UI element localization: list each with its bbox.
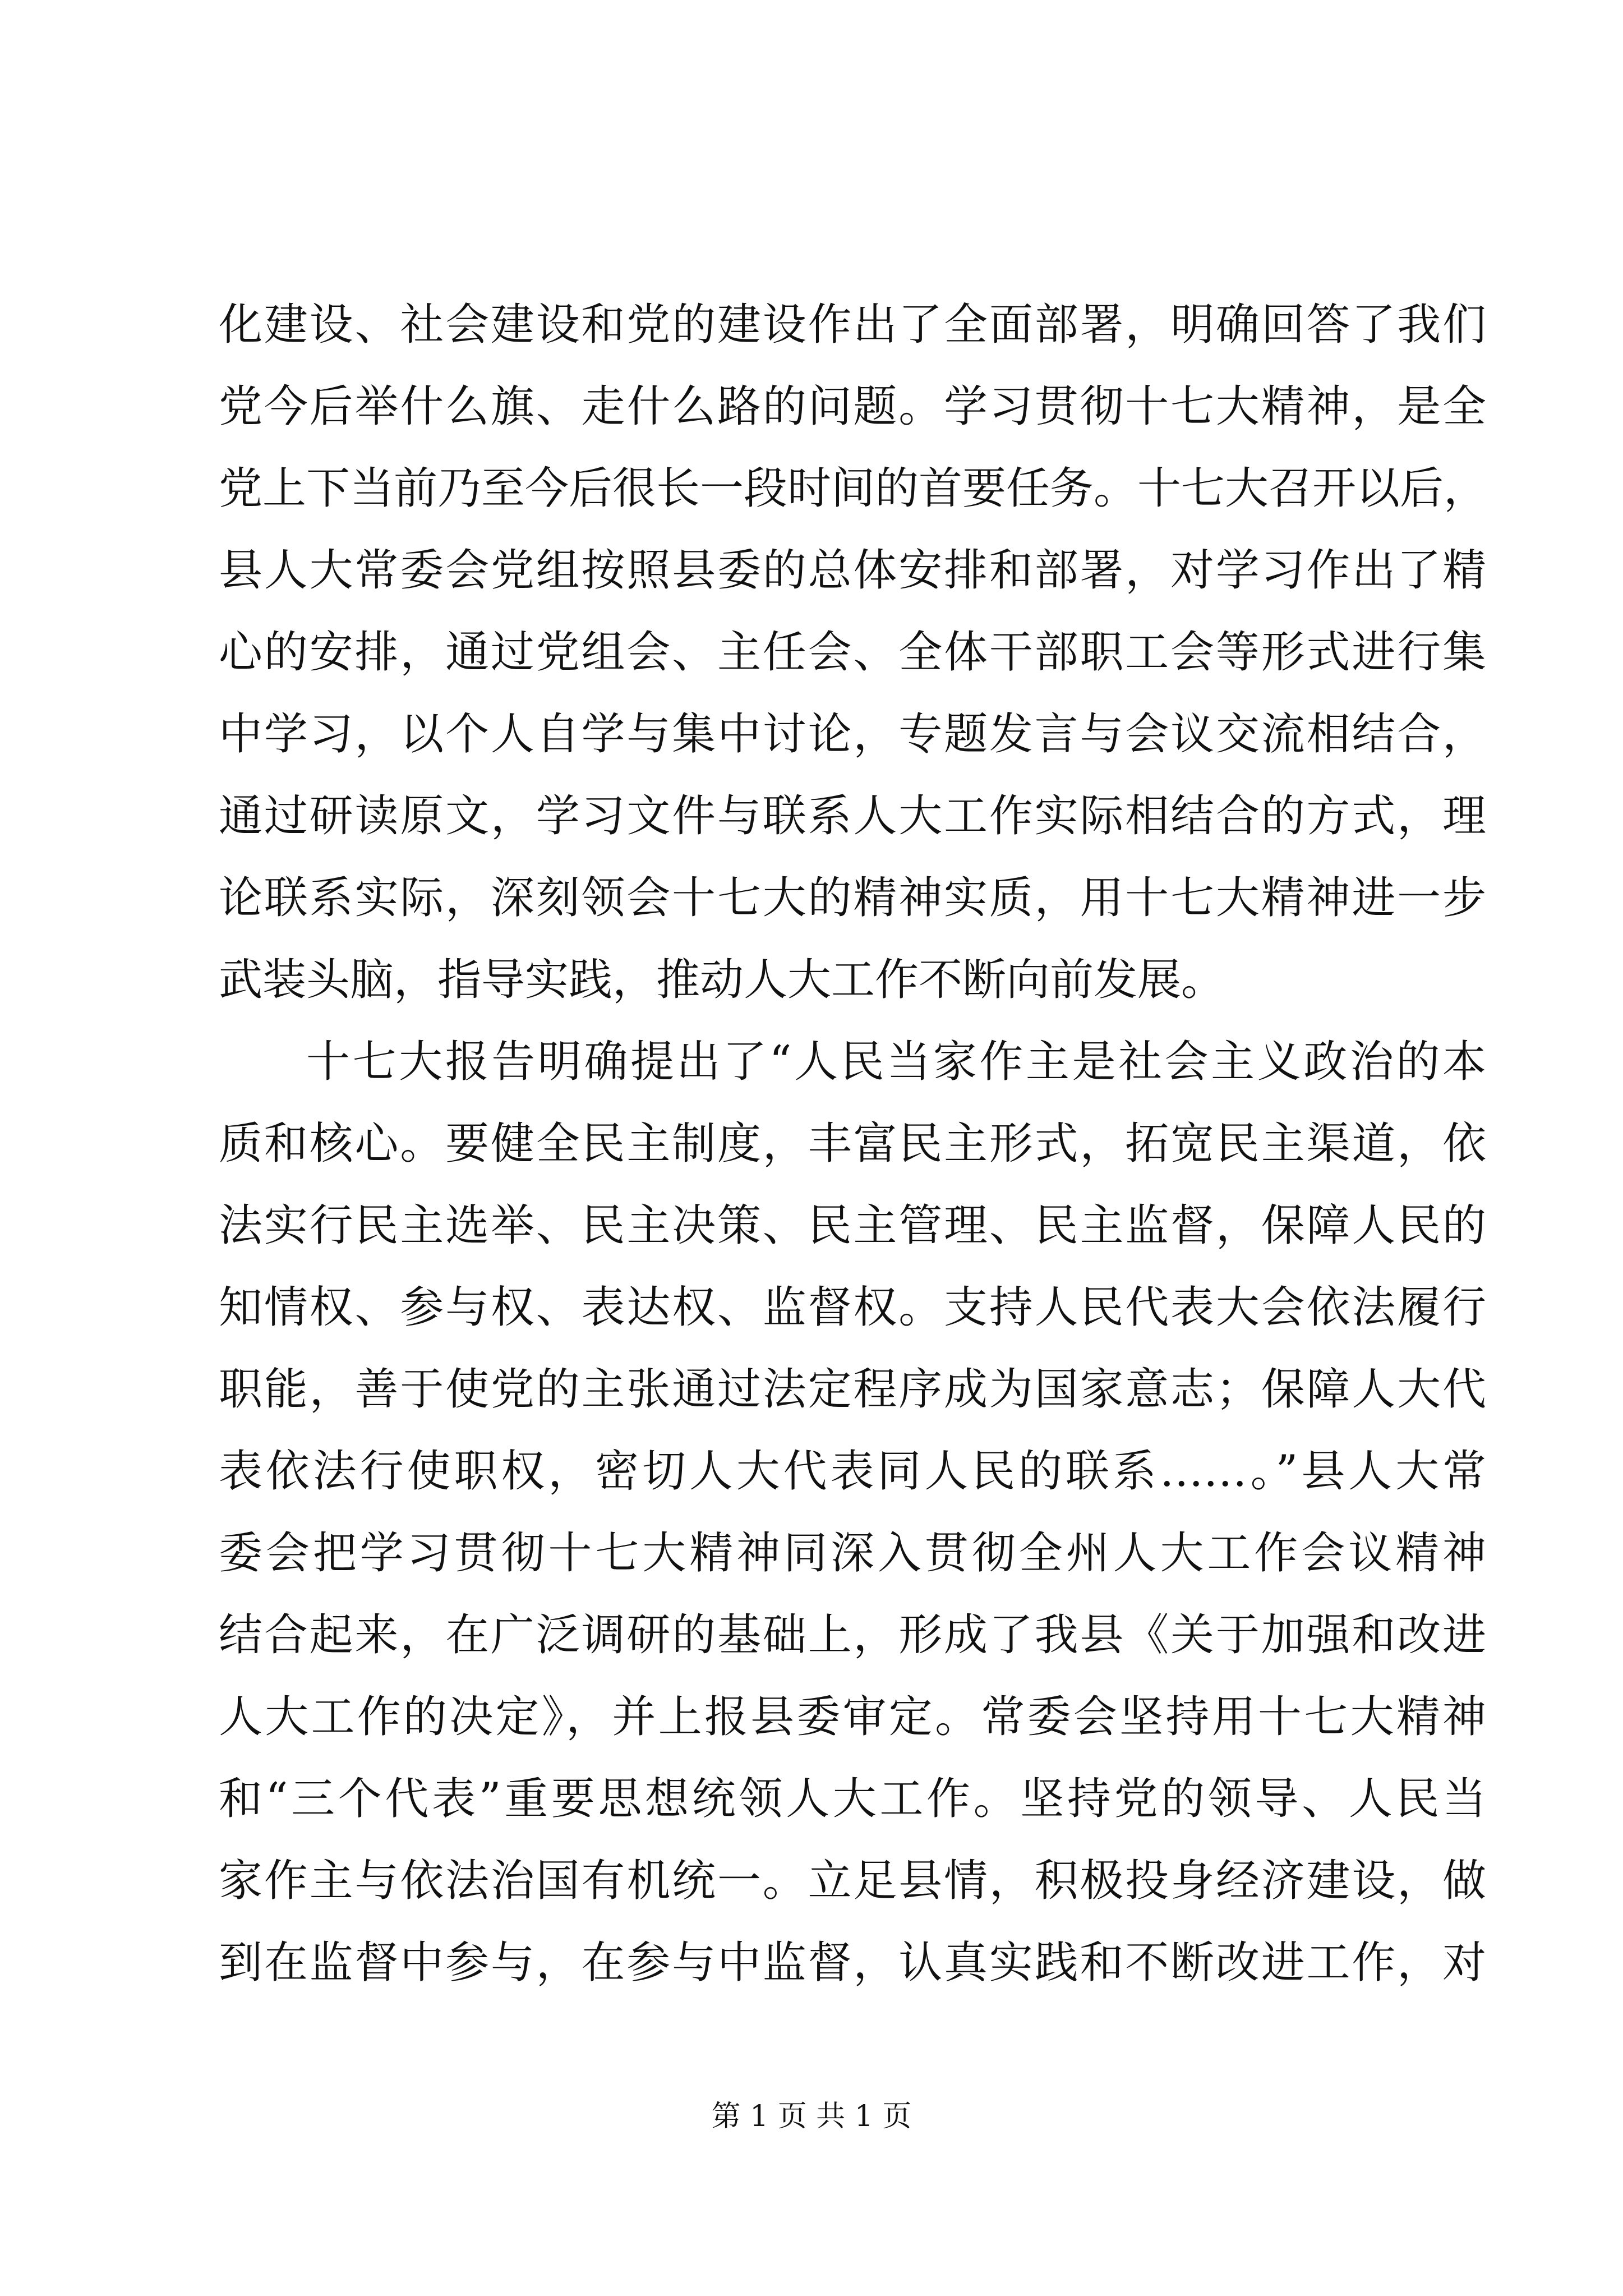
text-line: 法实行民主选举、民主决策、民主管理、民主监督，保障人民的: [219, 1200, 1486, 1251]
document-body: [219, 284, 1486, 2004]
page-footer: [0, 2097, 1623, 2136]
text-line: 家作主与依法治国有机统一。立足县情，积极投身经济建设，做: [219, 1856, 1486, 1906]
text-line: 化建设、社会建设和党的建设作出了全面部署，明确回答了我们: [219, 300, 1486, 350]
text-line: 知情权、参与权、表达权、监督权。支持人民代表大会依法履行: [219, 1282, 1486, 1333]
paragraph-2: [219, 1021, 1486, 2004]
page-number-label: 第 1 页 共 1 页: [711, 2100, 912, 2133]
text-line: 表依法行使职权，密切人大代表同人民的联系……。”县人大常: [219, 1446, 1486, 1497]
text-line: 质和核心。要健全民主制度，丰富民主形式，拓宽民主渠道，依: [219, 1119, 1486, 1169]
text-line: 论联系实际，深刻领会十七大的精神实质，用十七大精神进一步: [219, 873, 1486, 923]
text-line: 党上下当前乃至今后很长一段时间的首要任务。十七大召开以后，: [219, 463, 1488, 514]
text-line: 十七大报告明确提出了“人民当家作主是社会主义政治的本: [306, 1037, 1486, 1087]
text-line: 和“三个代表”重要思想统领人大工作。坚持党的领导、人民当: [219, 1774, 1486, 1824]
paragraph-1: [219, 284, 1486, 1021]
text-line: 武装头脑，指导实践，推动人大工作不断向前发展。: [219, 955, 1225, 1005]
text-line: 县人大常委会党组按照县委的总体安排和部署，对学习作出了精: [219, 545, 1486, 596]
text-line: 心的安排，通过党组会、主任会、全体干部职工会等形式进行集: [219, 627, 1486, 678]
text-line: 委会把学习贯彻十七大精神同深入贯彻全州人大工作会议精神: [219, 1528, 1486, 1579]
text-line: 中学习，以个人自学与集中讨论，专题发言与会议交流相结合，: [219, 709, 1486, 760]
text-line: 人大工作的决定》，并上报县委审定。常委会坚持用十七大精神: [219, 1692, 1486, 1742]
text-line: 职能，善于使党的主张通过法定程序成为国家意志；保障人大代: [219, 1364, 1486, 1415]
text-line: 党今后举什么旗、走什么路的问题。学习贯彻十七大精神，是全: [219, 381, 1486, 432]
text-line: 结合起来，在广泛调研的基础上，形成了我县《关于加强和改进: [219, 1610, 1486, 1660]
text-line: 通过研读原文，学习文件与联系人大工作实际相结合的方式，理: [219, 791, 1486, 841]
text-line: 到在监督中参与，在参与中监督，认真实践和不断改进工作，对: [219, 1938, 1486, 1988]
